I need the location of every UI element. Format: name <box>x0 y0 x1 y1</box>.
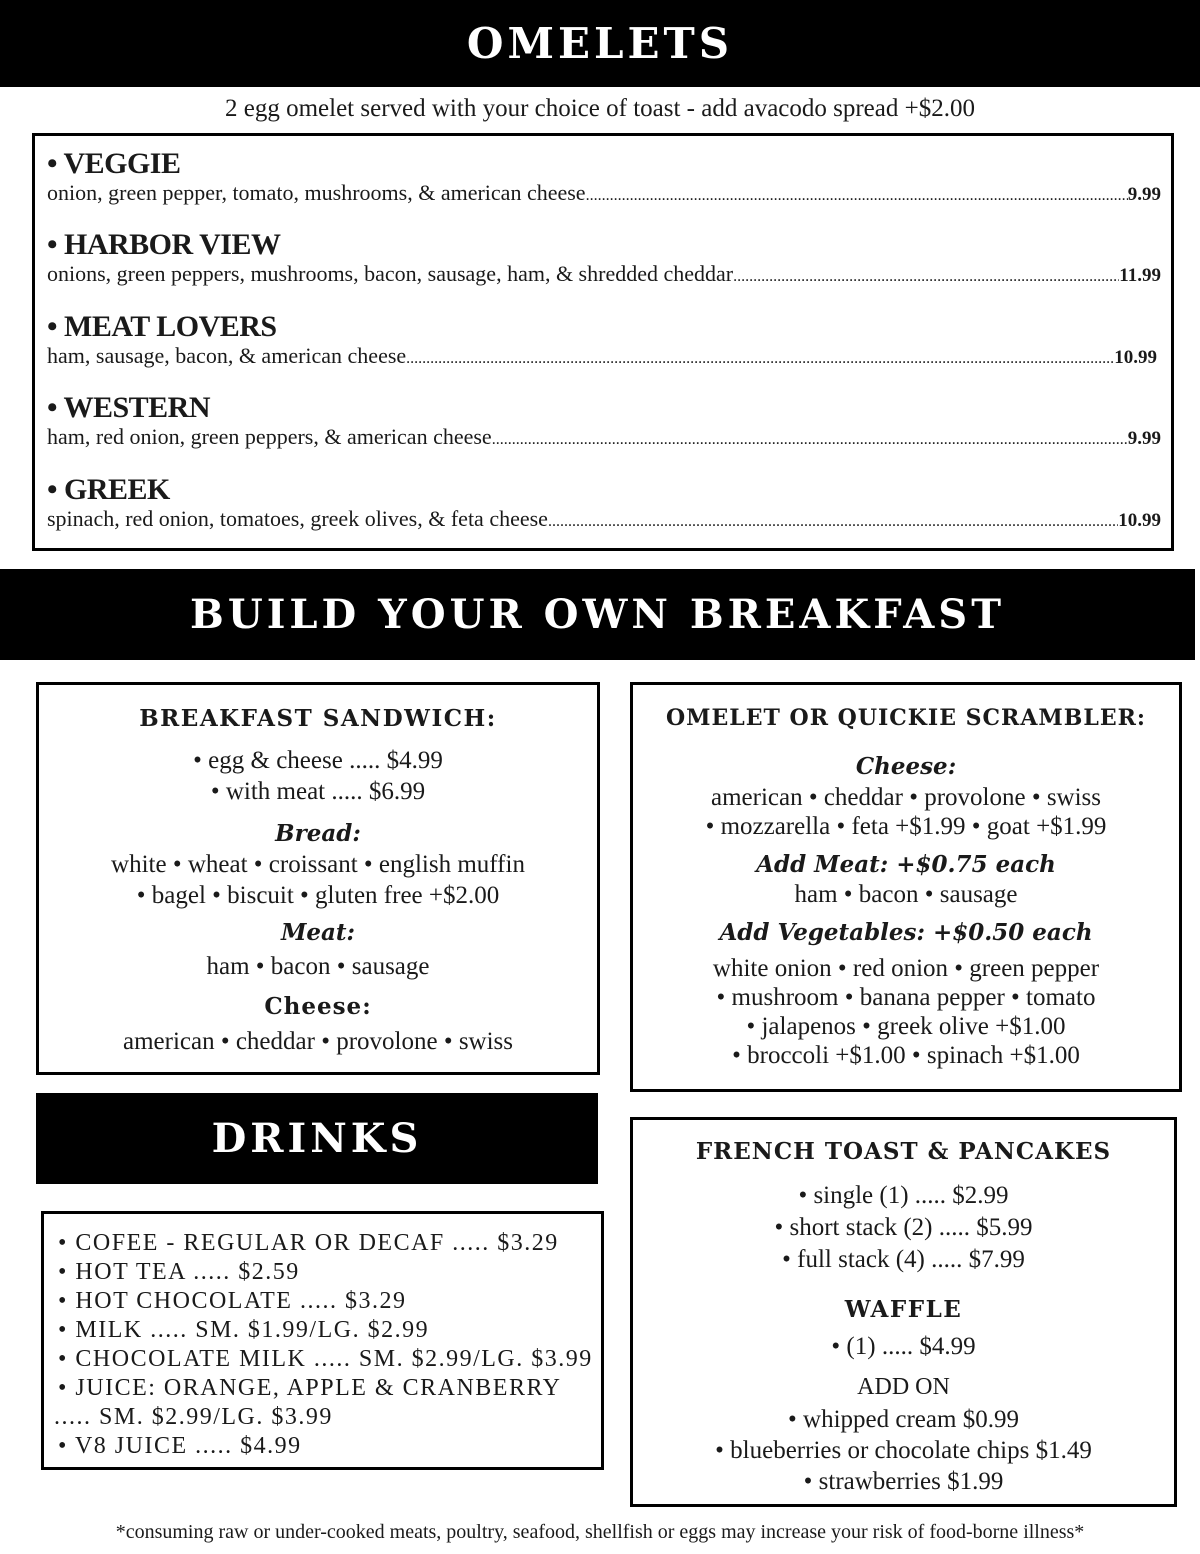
add-veg-label: Add Vegetables: +$0.50 each <box>719 919 1093 946</box>
build-banner <box>0 569 1195 660</box>
addon-label: ADD ON <box>857 1374 950 1400</box>
omelet-price: 9.99 <box>1127 184 1161 205</box>
omelet-scrambler-box <box>630 682 1182 1092</box>
drinks-title: DRINKS <box>211 1115 423 1162</box>
omelet-name: • MEAT LOVERS <box>47 310 277 343</box>
build-title: BUILD YOUR OWN BREAKFAST <box>190 591 1005 638</box>
omelet-price: 9.99 <box>1127 428 1161 449</box>
omelet-price: 11.99 <box>1119 265 1161 286</box>
add-veg-options: • mushroom • banana pepper • tomato <box>716 984 1096 1011</box>
omelet-desc: spinach, red onion, tomatoes, greek olives, & feta cheese <box>47 506 548 531</box>
scrambler-cheese-label: Cheese: <box>855 753 957 780</box>
waffle-title: WAFFLE <box>844 1296 963 1323</box>
omelet-price: 10.99 <box>1114 347 1157 368</box>
drink-item: • HOT TEA ..... $2.59 <box>58 1259 300 1285</box>
drink-item: • JUICE: ORANGE, APPLE & CRANBERRY <box>58 1375 562 1401</box>
drinks-list <box>41 1211 604 1470</box>
omelets-banner <box>0 0 1200 87</box>
breakfast-sandwich-box <box>36 682 600 1075</box>
sandwich-option: • egg & cheese ..... $4.99 <box>193 747 443 774</box>
add-meat-options: ham • bacon • sausage <box>794 881 1018 908</box>
omelet-desc: ham, red onion, green peppers, & american cheese <box>47 424 492 449</box>
footnote: *consuming raw or under-cooked meats, poultry, seafood, shellfish or eggs may increase your risk of food-borne illness* <box>115 1521 1085 1543</box>
addon-item: • strawberries $1.99 <box>803 1468 1004 1495</box>
add-veg-options: white onion • red onion • green pepper <box>712 955 1100 982</box>
omelet-desc: ham, sausage, bacon, & american cheese <box>47 343 407 368</box>
drink-item: • V8 JUICE ..... $4.99 <box>58 1433 302 1459</box>
omelet-name: • HARBOR VIEW <box>47 228 281 261</box>
omelets-list <box>32 133 1174 551</box>
omelet-price: 10.99 <box>1118 510 1161 531</box>
meat-label: Meat: <box>280 919 356 946</box>
omelet-item-harbor-view <box>47 229 1161 290</box>
drink-item: • MILK ..... SM. $1.99/LG. $2.99 <box>58 1317 430 1343</box>
drinks-banner <box>36 1093 598 1184</box>
scrambler-cheese-options: american • cheddar • provolone • swiss <box>710 784 1102 811</box>
meat-options: ham • bacon • sausage <box>206 953 430 980</box>
bread-options: • bagel • biscuit • gluten free +$2.00 <box>136 882 500 909</box>
omelet-name: • WESTERN <box>47 391 211 424</box>
bread-label: Bread: <box>275 820 361 847</box>
drink-item: • COFEE - REGULAR OR DECAF ..... $3.29 <box>58 1230 559 1256</box>
omelets-subtitle: 2 egg omelet served with your choice of toast - add avacodo spread +$2.00 <box>225 95 975 122</box>
waffle-option: • (1) ..... $4.99 <box>831 1333 976 1360</box>
drink-item: ..... SM. $2.99/LG. $3.99 <box>54 1404 333 1430</box>
omelet-desc: onions, green peppers, mushrooms, bacon, sausage, ham, & shredded cheddar <box>47 261 734 286</box>
omelet-item-veggie <box>47 148 1161 209</box>
add-veg-options: • jalapenos • greek olive +$1.00 <box>746 1013 1066 1040</box>
sandwich-title: BREAKFAST SANDWICH: <box>139 705 497 732</box>
omelet-desc: onion, green pepper, tomato, mushrooms, & american cheese <box>47 180 586 205</box>
scrambler-cheese-options: • mozzarella • feta +$1.99 • goat +$1.99 <box>705 813 1107 840</box>
cheese-label: Cheese: <box>264 993 372 1020</box>
french-option: • single (1) ..... $2.99 <box>798 1182 1009 1209</box>
sandwich-option: • with meat ..... $6.99 <box>210 778 426 805</box>
add-meat-label: Add Meat: +$0.75 each <box>756 851 1056 878</box>
addon-item: • whipped cream $0.99 <box>788 1406 1019 1433</box>
add-veg-options: • broccoli +$1.00 • spinach +$1.00 <box>732 1042 1080 1069</box>
omelet-item-western <box>47 392 1161 453</box>
omelets-title: OMELETS <box>466 19 734 68</box>
french-option: • full stack (4) ..... $7.99 <box>782 1246 1025 1273</box>
omelet-item-meat-lovers <box>47 311 1157 372</box>
drink-item: • HOT CHOCOLATE ..... $3.29 <box>58 1288 407 1314</box>
addon-item: • blueberries or chocolate chips $1.49 <box>715 1437 1092 1464</box>
omelet-name: • GREEK <box>47 473 170 506</box>
scrambler-title: OMELET OR QUICKIE SCRAMBLER: <box>666 705 1146 731</box>
bread-options: white • wheat • croissant • english muffin <box>111 851 525 878</box>
omelet-name: • VEGGIE <box>47 147 181 180</box>
omelet-item-greek <box>47 474 1161 535</box>
drink-item: • CHOCOLATE MILK ..... SM. $2.99/LG. $3.99 <box>58 1346 593 1372</box>
french-option: • short stack (2) ..... $5.99 <box>774 1214 1033 1241</box>
french-toast-box <box>630 1117 1177 1507</box>
french-title: FRENCH TOAST & PANCAKES <box>695 1138 1112 1165</box>
cheese-options: american • cheddar • provolone • swiss <box>122 1028 514 1055</box>
